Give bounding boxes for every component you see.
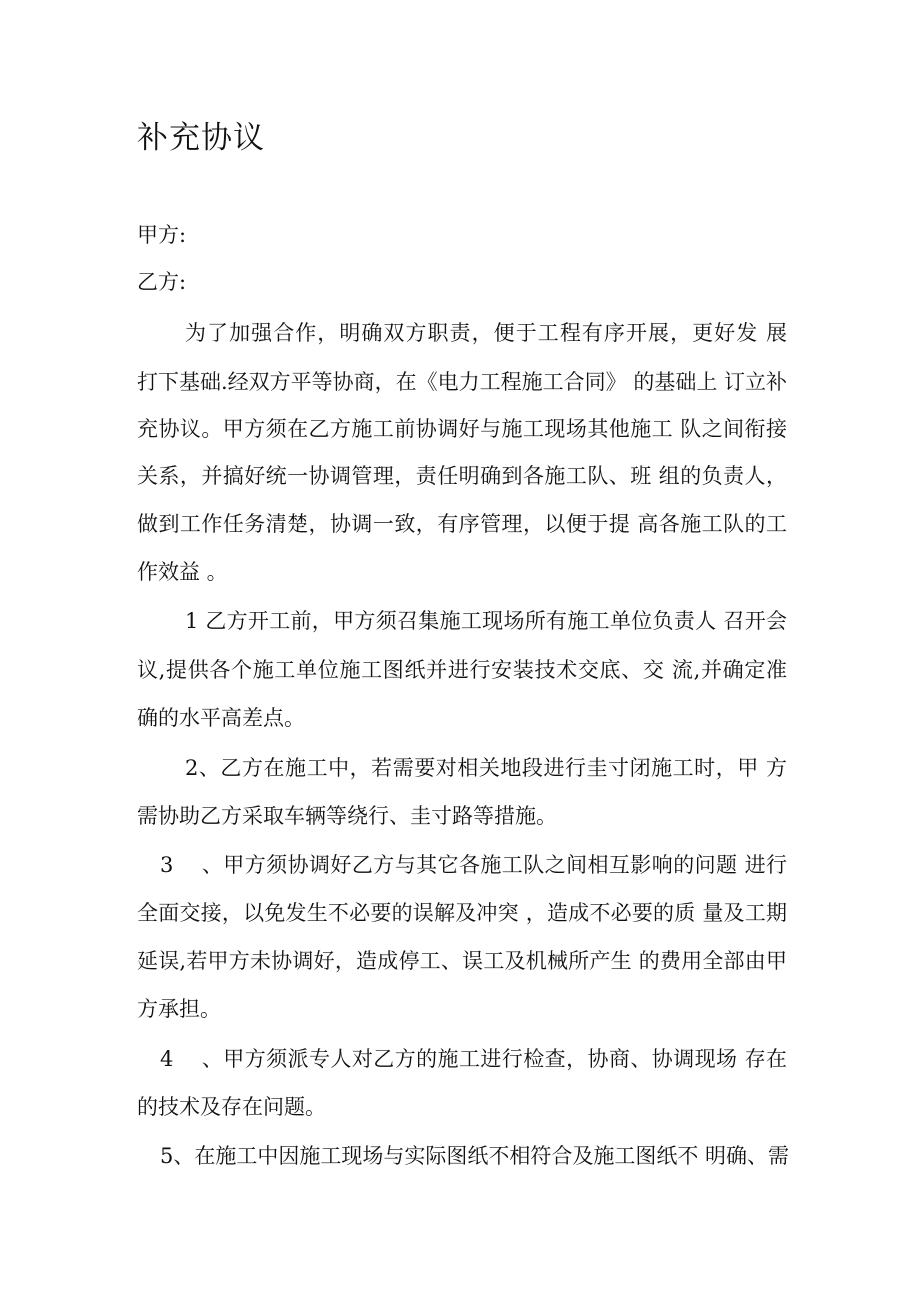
paragraph-line: 3 、甲方须协调好乙方与其它各施工队之间相互影响的问题 进行 — [160, 853, 787, 877]
paragraph-line: 议,提供各个施工单位施工图纸并进行安装技术交底、交 流,并确定准 — [137, 658, 787, 682]
paragraph-line: 5、在施工中因施工现场与实际图纸不相符合及施工图纸不 明确、需 — [160, 1144, 790, 1168]
paragraph-line: 需协助乙方采取车辆等绕行、圭寸路等措施。 — [137, 804, 557, 828]
paragraph-line: 为了加强合作，明确双方职责，便于工程有序开展，更好发 展 — [185, 321, 787, 345]
paragraph-line: 1 乙方开工前，甲方须召集施工现场所有施工单位负责人 召开会 — [185, 609, 787, 633]
party-b-label: 乙方: — [137, 270, 187, 294]
paragraph-line: 4 、甲方须派专人对乙方的施工进行检查，协商、协调现场 存在 — [160, 1047, 787, 1071]
paragraph-line: 打下基础.经双方平等协商，在《电力工程施工合同》 的基础上 订立补 — [137, 370, 788, 394]
paragraph-line: 关系，并搞好统一协调管理，责任明确到各施工队、班 组的负责人， — [137, 464, 787, 488]
party-a-label: 甲方: — [137, 223, 187, 247]
paragraph-line: 作效益 。 — [137, 560, 228, 584]
paragraph-line: 充协议。甲方须在乙方施工前协调好与施工现场其他施工 队之间衔接 — [137, 417, 787, 441]
paragraph-line: 做到工作任务清楚，协调一致，有序管理，以便于提 高各施工队的工 — [137, 512, 787, 536]
paragraph-line: 2、乙方在施工中，若需要对相关地段进行圭寸闭施工时，甲 方 — [185, 756, 787, 780]
paragraph-line: 方承担。 — [137, 997, 221, 1021]
document-title: 补充协议 — [137, 120, 265, 156]
paragraph-line: 确的水平高差点。 — [137, 706, 305, 730]
paragraph-line: 延误,若甲方未协调好，造成停工、误工及机械所产生 的费用全部由甲 — [137, 949, 787, 973]
paragraph-line: 全面交接，以免发生不必要的误解及冲突 ，造成不必要的质 量及工期 — [137, 901, 787, 925]
paragraph-line: 的技术及存在问题。 — [137, 1095, 326, 1119]
